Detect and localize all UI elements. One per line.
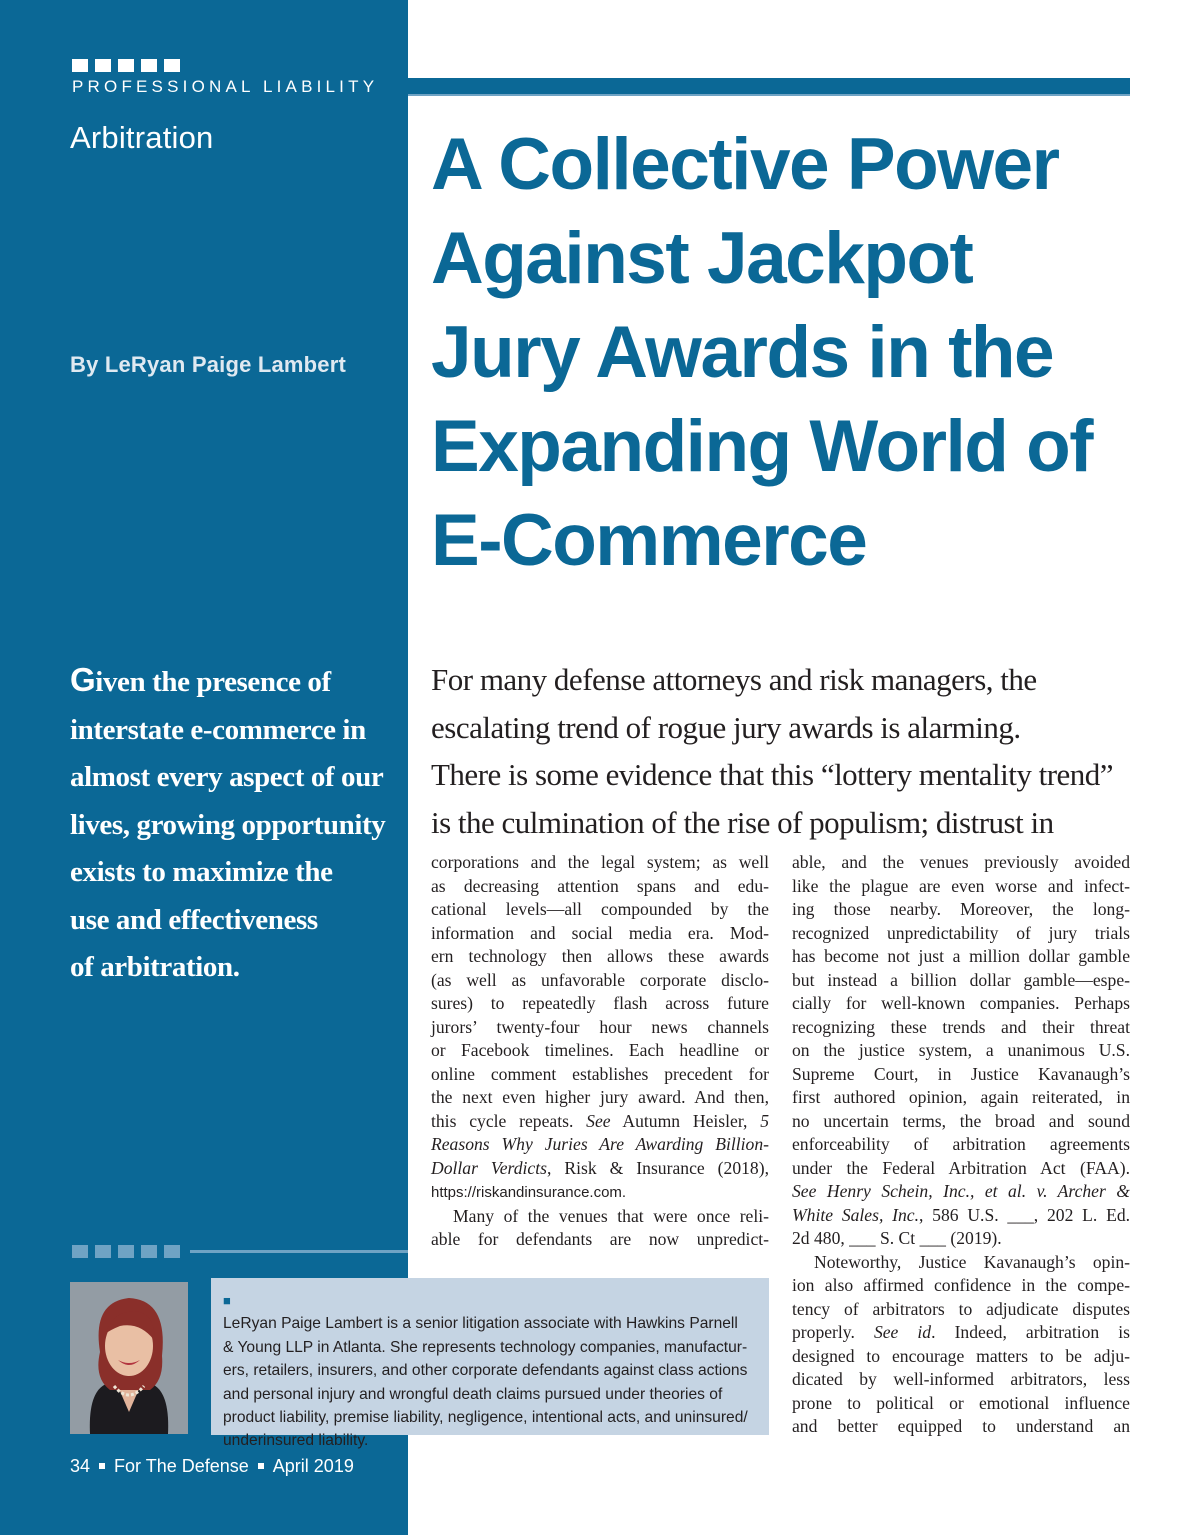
title-line: A Collective Power [431,124,1059,205]
body-line: Supreme Court, in Justice Kavanaugh’s [792,1063,1130,1084]
citation-url [431,1180,769,1205]
pullquote-line: iven the presence of [95,666,331,698]
body-line: first authored opinion, again reiterated, in [792,1087,1130,1107]
citation-line [431,1110,769,1134]
drop-cap: G [70,661,96,698]
citation-title: Reasons Why Juries Are Awarding Billion- [431,1134,769,1154]
body-line: on the justice system, a unanimous U.S. [792,1040,1130,1060]
separator-icon [258,1463,264,1469]
author-bio [223,1289,761,1453]
citation-signal: See [586,1110,611,1131]
body-line: recognizing these trends and their threat [792,1016,1130,1037]
body-line: jurors’ twenty-four hour news channels [431,1016,769,1037]
case-citation-reporter: , 586 U.S. ___, 202 L. Ed. [919,1204,1131,1225]
body-line: has become not just a million dollar gamble [792,946,1130,966]
pull-quote [70,656,400,992]
body-line: Noteworthy, Justice Kavanaugh’s opin- [814,1251,1130,1272]
body-line: recognized unpredictability of jury trials [792,922,1130,943]
body-line: cational levels—all compounded by the [431,899,769,919]
page-footer [70,1456,354,1477]
body-line: like the plague are even worse and infect- [792,875,1130,896]
body-line: able, and the venues previously avoided [792,852,1130,872]
bio-line: ers, retailers, insurers, and other corporate defendants against class actions [223,1362,748,1380]
body-line: ing those nearby. Moreover, the long- [792,899,1130,919]
bio-line: and personal injury and wrongful death claims pursued under theories of [223,1385,723,1403]
citation-author: Autumn Heisler, [610,1110,761,1131]
pullquote-line: lives, growing opportunity [70,808,386,841]
topic-label: Arbitration [70,120,214,155]
case-citation-line [792,1204,1130,1228]
body-line: tency of arbitrators to adjudicate disputes [792,1298,1130,1319]
body-line: under the Federal Arbitration Act (FAA). [792,1157,1130,1178]
citation-title: 5 [760,1110,769,1131]
body-line: cially for well-known companies. Perhaps [792,993,1130,1013]
case-citation-line [792,1180,1130,1204]
publication-name: For The Defense [114,1456,249,1476]
pullquote-line: of arbitration. [70,951,240,983]
lede-line: escalating trend of rogue jury awards is alarming. [431,709,1021,745]
citation-title: Dollar Verdicts [431,1157,547,1178]
bio-line: underinsured liability. [223,1432,369,1450]
body-line: the next even higher jury award. And then, [431,1087,769,1107]
issue-date: April 2019 [272,1456,354,1476]
body-line: able for defendants are now unpredict- [431,1229,769,1249]
body-line [792,1321,1130,1345]
citation-source: , Risk & Insurance (2018), [546,1157,769,1178]
body-column-2 [792,851,1130,1439]
square-bullet-icon: ■ [223,1293,231,1308]
citation-line [431,1157,769,1181]
body-line: ion also affirmed confidence in the compe- [792,1275,1130,1295]
body-text: . Indeed, arbitration is [931,1322,1130,1342]
title-line: E-Commerce [431,500,867,581]
bio-line: & Young LLP in Atlanta. She represents technology companies, manufactur- [223,1338,748,1356]
bio-rule [190,1250,408,1253]
body-line: information and social media era. Mod- [431,922,769,943]
case-citation-line: 2d 480, ___ S. Ct ___ (2019). [792,1228,1002,1248]
bio-text: LeRyan Paige Lambert is a senior litigation associate with Hawkins Parnell [223,1315,738,1333]
lede-line: There is some evidence that this “lottery mentality trend” [431,757,1114,792]
page-number: 34 [70,1456,91,1476]
case-citation-text: See Henry Schein, Inc., et al. v. Archer & [792,1181,1130,1201]
citation-line [431,1133,769,1157]
body-line: or Facebook timelines. Each headline or [431,1040,769,1060]
separator-icon [99,1463,105,1469]
body-line: no uncertain terms, the broad and sound [792,1110,1130,1131]
byline: By LeRyan Paige Lambert [70,352,347,377]
author-portrait-icon [70,1282,188,1434]
bio-marker-dots-icon [72,1245,180,1258]
body-text: properly. [792,1322,874,1342]
body-line: corporations and the legal system; as well [431,852,769,872]
body-line: sures) to repeatedly flash across future [431,993,769,1013]
header-rule [408,78,1130,96]
body-line: dicated by well-informed arbitrators, less [792,1369,1130,1389]
body-line: as decreasing attention spans and edu- [431,875,769,896]
bio-line: product liability, premise liability, negligence, intentional acts, and uninsured/ [223,1409,748,1427]
section-label: PROFESSIONAL LIABILITY [72,77,379,96]
citation-text: this cycle repeats. [431,1110,587,1131]
lede-paragraph [431,656,1151,846]
title-line: Jury Awards in the [431,312,1054,393]
lede-line: For many defense attorneys and risk managers, the [431,662,1037,697]
pullquote-line: use and effectiveness [70,903,318,936]
citation-signal: See id [873,1322,932,1342]
lede-line: is the culmination of the rise of populism; distrust in [431,804,1054,840]
body-line: Many of the venues that were once reli- [453,1205,769,1226]
body-line: but instead a billion dollar gamble—espe- [792,969,1130,990]
author-photo [70,1282,188,1434]
section-marker-dots-icon [72,59,180,72]
case-citation-text: White Sales, Inc. [792,1204,919,1225]
pullquote-line: almost every aspect of our [70,761,384,793]
body-line: online comment establishes precedent for [431,1063,769,1084]
bio-line [223,1289,761,1336]
article-title [431,118,1171,588]
title-line: Expanding World of [431,406,1093,487]
body-line: enforceability of arbitration agreements [792,1134,1130,1154]
body-line: designed to encourage matters to be adju- [792,1345,1130,1366]
title-line: Against Jackpot [431,218,973,299]
body-line: prone to political or emotional influence [792,1392,1130,1413]
body-column-1 [431,851,769,1252]
pullquote-line: interstate e-commerce in [70,713,366,746]
pullquote-line: exists to maximize the [70,856,333,888]
body-line: and better equipped to understand an [792,1416,1130,1436]
citation-url-text: https://riskandinsurance.com. [431,1184,627,1201]
body-line: (as well as unfavorable corporate disclo- [431,969,769,990]
body-line: ern technology then allows these awards [431,946,769,966]
